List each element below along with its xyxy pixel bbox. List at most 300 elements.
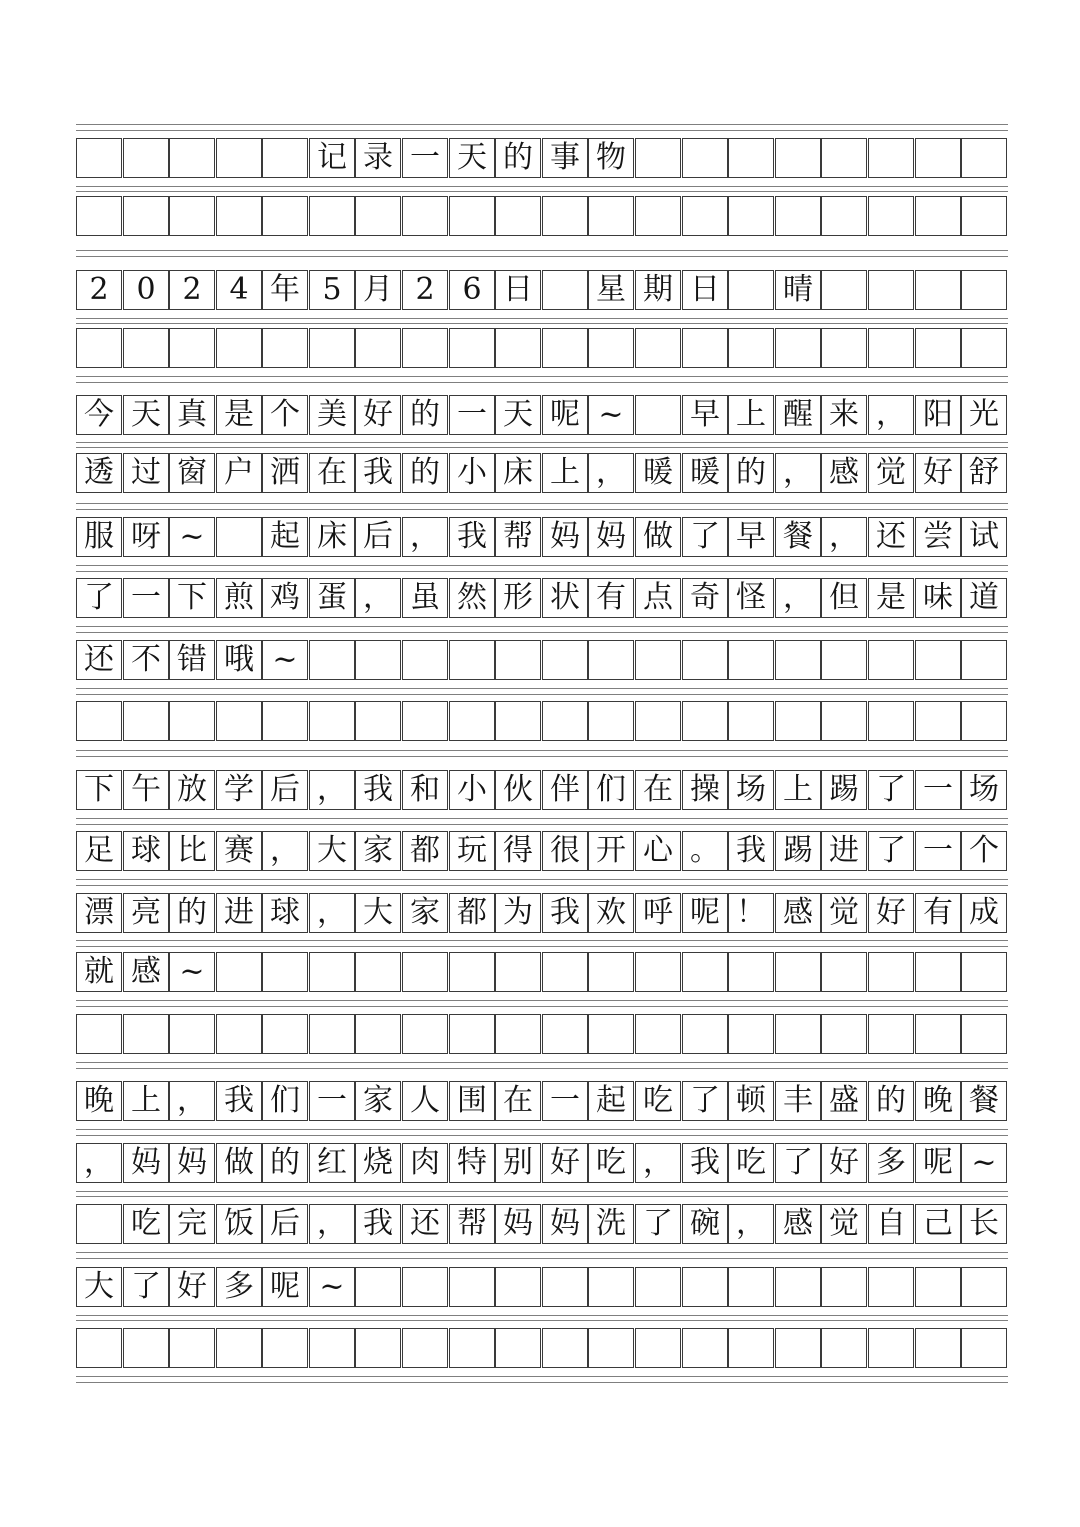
grid-cell bbox=[775, 1267, 821, 1307]
grid-cell bbox=[542, 1014, 588, 1054]
essay-char: 足 bbox=[76, 831, 122, 871]
essay-char: 感 bbox=[821, 453, 867, 493]
essay-char: 好 bbox=[821, 1143, 867, 1183]
gap-line bbox=[76, 186, 1008, 187]
grid-cell bbox=[588, 701, 634, 741]
essay-char: 一 bbox=[449, 395, 495, 435]
essay-char: 别 bbox=[495, 1143, 541, 1183]
essay-char: 就 bbox=[76, 952, 122, 992]
grid-cell bbox=[915, 328, 961, 368]
gap-line bbox=[76, 1006, 1008, 1007]
essay-char: 开 bbox=[588, 831, 634, 871]
essay-char: 大 bbox=[355, 893, 401, 933]
essay-char: 踢 bbox=[775, 831, 821, 871]
essay-char: 早 bbox=[728, 517, 774, 557]
grid-cell bbox=[262, 138, 308, 178]
grid-cell bbox=[821, 640, 867, 680]
essay-char: 一 bbox=[915, 770, 961, 810]
grid-cell bbox=[868, 196, 914, 236]
grid-cell bbox=[449, 952, 495, 992]
essay-char: 特 bbox=[449, 1143, 495, 1183]
essay-char: 的 bbox=[402, 453, 448, 493]
essay-char: 的 bbox=[868, 1081, 914, 1121]
essay-char: ， bbox=[775, 578, 821, 618]
essay-char: 还 bbox=[76, 640, 122, 680]
essay-char: 好 bbox=[542, 1143, 588, 1183]
grid-row bbox=[76, 1081, 1008, 1121]
gap-line bbox=[76, 1258, 1008, 1259]
essay-char: 吃 bbox=[588, 1143, 634, 1183]
essay-char: 我 bbox=[355, 453, 401, 493]
essay-char: 帮 bbox=[495, 517, 541, 557]
essay-char: 后 bbox=[262, 770, 308, 810]
grid-cell bbox=[216, 701, 262, 741]
essay-char: 顿 bbox=[728, 1081, 774, 1121]
gap-line bbox=[76, 1252, 1008, 1253]
grid-row bbox=[76, 893, 1008, 933]
grid-cell bbox=[495, 328, 541, 368]
grid-cell bbox=[961, 640, 1007, 680]
grid-cell bbox=[309, 196, 355, 236]
grid-cell bbox=[821, 328, 867, 368]
grid-cell bbox=[588, 1014, 634, 1054]
essay-char: 做 bbox=[635, 517, 681, 557]
essay-char: ~ bbox=[262, 640, 308, 680]
essay-char: 今 bbox=[76, 395, 122, 435]
essay-char: 盛 bbox=[821, 1081, 867, 1121]
essay-char: 尝 bbox=[915, 517, 961, 557]
essay-char: 己 bbox=[915, 1204, 961, 1244]
essay-char: 蛋 bbox=[309, 578, 355, 618]
gap-line bbox=[76, 442, 1008, 443]
grid-cell bbox=[402, 328, 448, 368]
essay-char: 妈 bbox=[542, 1204, 588, 1244]
grid-cell bbox=[821, 138, 867, 178]
essay-char: ~ bbox=[169, 517, 215, 557]
essay-char: 人 bbox=[402, 1081, 448, 1121]
essay-char: 进 bbox=[216, 893, 262, 933]
essay-char: 吃 bbox=[728, 1143, 774, 1183]
essay-char: 呢 bbox=[915, 1143, 961, 1183]
grid-cell bbox=[262, 196, 308, 236]
gap-line bbox=[76, 750, 1008, 751]
grid-cell bbox=[262, 328, 308, 368]
essay-char: 大 bbox=[309, 831, 355, 871]
grid-row bbox=[76, 1267, 1008, 1307]
grid-cell bbox=[775, 952, 821, 992]
grid-cell bbox=[169, 328, 215, 368]
grid-cell bbox=[775, 640, 821, 680]
grid-cell bbox=[495, 1267, 541, 1307]
grid-cell bbox=[309, 1014, 355, 1054]
essay-char: 晚 bbox=[915, 1081, 961, 1121]
date-char bbox=[821, 270, 867, 310]
essay-char: 场 bbox=[961, 770, 1007, 810]
date-char: 日 bbox=[682, 270, 728, 310]
grid-cell bbox=[821, 1014, 867, 1054]
grid-cell bbox=[262, 1014, 308, 1054]
essay-char: 多 bbox=[868, 1143, 914, 1183]
essay-char: 在 bbox=[495, 1081, 541, 1121]
essay-char: 家 bbox=[402, 893, 448, 933]
grid-row bbox=[76, 138, 1008, 178]
essay-char: 下 bbox=[169, 578, 215, 618]
date-char bbox=[542, 270, 588, 310]
essay-char: 完 bbox=[169, 1204, 215, 1244]
essay-char: 个 bbox=[262, 395, 308, 435]
gap-line bbox=[76, 124, 1008, 125]
essay-char: 觉 bbox=[821, 1204, 867, 1244]
grid-cell bbox=[449, 196, 495, 236]
essay-char: 一 bbox=[123, 578, 169, 618]
essay-char: 吃 bbox=[123, 1204, 169, 1244]
essay-char: 呢 bbox=[262, 1267, 308, 1307]
grid-cell bbox=[915, 952, 961, 992]
grid-row bbox=[76, 328, 1008, 368]
grid-cell bbox=[449, 328, 495, 368]
grid-cell bbox=[868, 701, 914, 741]
grid-cell bbox=[542, 328, 588, 368]
grid-cell bbox=[588, 952, 634, 992]
grid-cell bbox=[449, 701, 495, 741]
essay-char: 感 bbox=[775, 1204, 821, 1244]
grid-cell bbox=[216, 138, 262, 178]
grid-cell bbox=[355, 1328, 401, 1368]
essay-char: ， bbox=[635, 1143, 681, 1183]
essay-char: 丰 bbox=[775, 1081, 821, 1121]
essay-char: 好 bbox=[868, 893, 914, 933]
grid-row bbox=[76, 395, 1008, 435]
essay-char: 了 bbox=[868, 831, 914, 871]
title-char: 记 bbox=[309, 138, 355, 178]
essay-char: 有 bbox=[588, 578, 634, 618]
grid-row bbox=[76, 578, 1008, 618]
grid-cell bbox=[76, 1328, 122, 1368]
date-char: 2 bbox=[402, 270, 448, 310]
grid-cell bbox=[216, 1328, 262, 1368]
grid-cell bbox=[495, 640, 541, 680]
grid-cell bbox=[775, 1014, 821, 1054]
grid-cell bbox=[588, 640, 634, 680]
essay-char: 的 bbox=[728, 453, 774, 493]
essay-char: 过 bbox=[123, 453, 169, 493]
essay-char: 漂 bbox=[76, 893, 122, 933]
essay-char: 餐 bbox=[961, 1081, 1007, 1121]
grid-row bbox=[76, 1143, 1008, 1183]
essay-char: 心 bbox=[635, 831, 681, 871]
essay-char: 了 bbox=[868, 770, 914, 810]
essay-char: 上 bbox=[775, 770, 821, 810]
grid-cell bbox=[868, 1328, 914, 1368]
grid-cell bbox=[775, 328, 821, 368]
essay-char: ， bbox=[728, 1204, 774, 1244]
essay-char: 然 bbox=[449, 578, 495, 618]
essay-char: ， bbox=[775, 453, 821, 493]
grid-cell bbox=[682, 952, 728, 992]
essay-char: ~ bbox=[169, 952, 215, 992]
grid-cell bbox=[262, 952, 308, 992]
essay-char: 洗 bbox=[588, 1204, 634, 1244]
date-char bbox=[728, 270, 774, 310]
essay-char: 肉 bbox=[402, 1143, 448, 1183]
essay-char: 操 bbox=[682, 770, 728, 810]
grid-cell bbox=[76, 701, 122, 741]
essay-char: 帮 bbox=[449, 1204, 495, 1244]
grid-cell bbox=[123, 1014, 169, 1054]
essay-char: 家 bbox=[355, 831, 401, 871]
essay-char: 妈 bbox=[542, 517, 588, 557]
grid-cell bbox=[355, 640, 401, 680]
title-char: 录 bbox=[355, 138, 401, 178]
grid-cell bbox=[216, 1014, 262, 1054]
essay-char: 了 bbox=[775, 1143, 821, 1183]
essay-char: 呢 bbox=[682, 893, 728, 933]
essay-char: 下 bbox=[76, 770, 122, 810]
title-char: 一 bbox=[402, 138, 448, 178]
essay-char: 踢 bbox=[821, 770, 867, 810]
essay-char: 亮 bbox=[123, 893, 169, 933]
essay-char: 天 bbox=[123, 395, 169, 435]
grid-cell bbox=[402, 1328, 448, 1368]
grid-cell bbox=[868, 1014, 914, 1054]
grid-cell bbox=[449, 1328, 495, 1368]
grid-cell bbox=[309, 701, 355, 741]
essay-char: 阳 bbox=[915, 395, 961, 435]
essay-char: 我 bbox=[355, 1204, 401, 1244]
essay-char: 床 bbox=[309, 517, 355, 557]
gap-line bbox=[76, 318, 1008, 319]
essay-char: 形 bbox=[495, 578, 541, 618]
gap-line bbox=[76, 1191, 1008, 1192]
gap-line bbox=[76, 885, 1008, 886]
essay-char: 比 bbox=[169, 831, 215, 871]
gap-line bbox=[76, 250, 1008, 251]
title-char: 天 bbox=[449, 138, 495, 178]
grid-cell bbox=[821, 196, 867, 236]
grid-cell bbox=[309, 952, 355, 992]
title-char: 事 bbox=[542, 138, 588, 178]
grid-cell bbox=[495, 1328, 541, 1368]
essay-char: 了 bbox=[76, 578, 122, 618]
essay-char: 好 bbox=[915, 453, 961, 493]
grid-cell bbox=[262, 701, 308, 741]
grid-cell bbox=[868, 270, 914, 310]
grid-cell bbox=[495, 952, 541, 992]
grid-cell bbox=[402, 952, 448, 992]
grid-cell bbox=[682, 328, 728, 368]
essay-char: 试 bbox=[961, 517, 1007, 557]
essay-char bbox=[635, 395, 681, 435]
grid-cell bbox=[542, 1267, 588, 1307]
grid-cell bbox=[821, 952, 867, 992]
essay-char: 但 bbox=[821, 578, 867, 618]
grid-cell bbox=[728, 196, 774, 236]
grid-cell bbox=[402, 1267, 448, 1307]
grid-cell bbox=[868, 952, 914, 992]
grid-row bbox=[76, 270, 1008, 310]
gap-line bbox=[76, 382, 1008, 383]
grid-row bbox=[76, 952, 1008, 992]
essay-char: 午 bbox=[123, 770, 169, 810]
grid-cell bbox=[961, 1267, 1007, 1307]
gap-line bbox=[76, 946, 1008, 947]
essay-char: 碗 bbox=[682, 1204, 728, 1244]
gap-line bbox=[76, 565, 1008, 566]
gap-line bbox=[76, 130, 1008, 131]
essay-char: 学 bbox=[216, 770, 262, 810]
essay-char: 个 bbox=[961, 831, 1007, 871]
essay-char: 我 bbox=[355, 770, 401, 810]
date-char: 5 bbox=[309, 270, 355, 310]
date-char: 月 bbox=[355, 270, 401, 310]
date-char: 6 bbox=[449, 270, 495, 310]
essay-char: 透 bbox=[76, 453, 122, 493]
grid-cell bbox=[76, 196, 122, 236]
date-char: 2 bbox=[76, 270, 122, 310]
essay-char: 。 bbox=[682, 831, 728, 871]
grid-cell bbox=[123, 196, 169, 236]
essay-char: ， bbox=[821, 517, 867, 557]
essay-char: ， bbox=[309, 770, 355, 810]
grid-cell bbox=[821, 1328, 867, 1368]
grid-row bbox=[76, 196, 1008, 236]
essay-char: 家 bbox=[355, 1081, 401, 1121]
grid-cell bbox=[635, 952, 681, 992]
gap-line bbox=[76, 1135, 1008, 1136]
title-char: 物 bbox=[588, 138, 634, 178]
gap-line bbox=[76, 694, 1008, 695]
essay-char: 得 bbox=[495, 831, 541, 871]
grid-cell bbox=[76, 328, 122, 368]
essay-char: 暖 bbox=[635, 453, 681, 493]
grid-cell bbox=[123, 328, 169, 368]
essay-char: 晚 bbox=[76, 1081, 122, 1121]
grid-cell bbox=[169, 196, 215, 236]
essay-char: 还 bbox=[868, 517, 914, 557]
date-char: 星 bbox=[588, 270, 634, 310]
essay-char: 觉 bbox=[868, 453, 914, 493]
grid-cell bbox=[309, 640, 355, 680]
essay-char: 道 bbox=[961, 578, 1007, 618]
gap-line bbox=[76, 503, 1008, 504]
grid-cell bbox=[915, 701, 961, 741]
essay-char: 红 bbox=[309, 1143, 355, 1183]
essay-char: 上 bbox=[728, 395, 774, 435]
gap-line bbox=[76, 632, 1008, 633]
essay-char: 我 bbox=[216, 1081, 262, 1121]
essay-char: 户 bbox=[216, 453, 262, 493]
essay-char: 们 bbox=[588, 770, 634, 810]
date-char: 0 bbox=[123, 270, 169, 310]
essay-char: 一 bbox=[915, 831, 961, 871]
essay-char: 了 bbox=[682, 1081, 728, 1121]
grid-cell bbox=[355, 196, 401, 236]
essay-char: ~ bbox=[309, 1267, 355, 1307]
grid-cell bbox=[542, 952, 588, 992]
essay-char: 在 bbox=[309, 453, 355, 493]
grid-cell bbox=[216, 328, 262, 368]
grid-cell bbox=[821, 701, 867, 741]
grid-cell bbox=[402, 1014, 448, 1054]
grid-cell bbox=[635, 701, 681, 741]
essay-char: 小 bbox=[449, 453, 495, 493]
essay-char: 床 bbox=[495, 453, 541, 493]
essay-char: ， bbox=[262, 831, 308, 871]
grid-cell bbox=[915, 138, 961, 178]
grid-cell bbox=[868, 328, 914, 368]
essay-char: 饭 bbox=[216, 1204, 262, 1244]
gap-line bbox=[76, 1062, 1008, 1063]
essay-char: 做 bbox=[216, 1143, 262, 1183]
grid-cell bbox=[868, 640, 914, 680]
essay-char: 呼 bbox=[635, 893, 681, 933]
gap-line bbox=[76, 756, 1008, 757]
essay-char: 了 bbox=[682, 517, 728, 557]
essay-char: 虽 bbox=[402, 578, 448, 618]
gap-line bbox=[76, 879, 1008, 880]
grid-cell bbox=[915, 1267, 961, 1307]
grid-cell bbox=[542, 701, 588, 741]
essay-char: 哦 bbox=[216, 640, 262, 680]
grid-cell bbox=[821, 1267, 867, 1307]
essay-char: 后 bbox=[262, 1204, 308, 1244]
grid-cell bbox=[262, 1328, 308, 1368]
grid-cell bbox=[123, 701, 169, 741]
date-char: 4 bbox=[216, 270, 262, 310]
essay-char: 光 bbox=[961, 395, 1007, 435]
grid-cell bbox=[728, 952, 774, 992]
grid-cell bbox=[402, 196, 448, 236]
essay-char: 进 bbox=[821, 831, 867, 871]
grid-cell bbox=[449, 1014, 495, 1054]
grid-cell bbox=[355, 952, 401, 992]
grid-cell bbox=[961, 328, 1007, 368]
essay-char bbox=[76, 1204, 122, 1244]
grid-cell bbox=[169, 138, 215, 178]
essay-char: 好 bbox=[169, 1267, 215, 1307]
essay-char: 都 bbox=[402, 831, 448, 871]
essay-char: 怪 bbox=[728, 578, 774, 618]
grid-cell bbox=[961, 1014, 1007, 1054]
essay-char: 的 bbox=[169, 893, 215, 933]
essay-char: 奇 bbox=[682, 578, 728, 618]
essay-char: 自 bbox=[868, 1204, 914, 1244]
essay-char: 点 bbox=[635, 578, 681, 618]
essay-char: 妈 bbox=[169, 1143, 215, 1183]
gap-line bbox=[76, 509, 1008, 510]
essay-char: ， bbox=[309, 893, 355, 933]
essay-char: 醒 bbox=[775, 395, 821, 435]
essay-char: 上 bbox=[123, 1081, 169, 1121]
grid-cell bbox=[169, 701, 215, 741]
essay-char: 小 bbox=[449, 770, 495, 810]
grid-cell bbox=[728, 1328, 774, 1368]
grid-cell bbox=[775, 196, 821, 236]
essay-char: 是 bbox=[868, 578, 914, 618]
essay-char: 一 bbox=[542, 1081, 588, 1121]
gap-line bbox=[76, 447, 1008, 448]
grid-cell bbox=[728, 1014, 774, 1054]
essay-char: 了 bbox=[635, 1204, 681, 1244]
grid-cell bbox=[635, 640, 681, 680]
essay-char: 都 bbox=[449, 893, 495, 933]
grid-cell bbox=[402, 640, 448, 680]
date-char: 期 bbox=[635, 270, 681, 310]
grid-row bbox=[76, 453, 1008, 493]
essay-char: 美 bbox=[309, 395, 355, 435]
essay-char: 我 bbox=[682, 1143, 728, 1183]
grid-cell bbox=[635, 196, 681, 236]
